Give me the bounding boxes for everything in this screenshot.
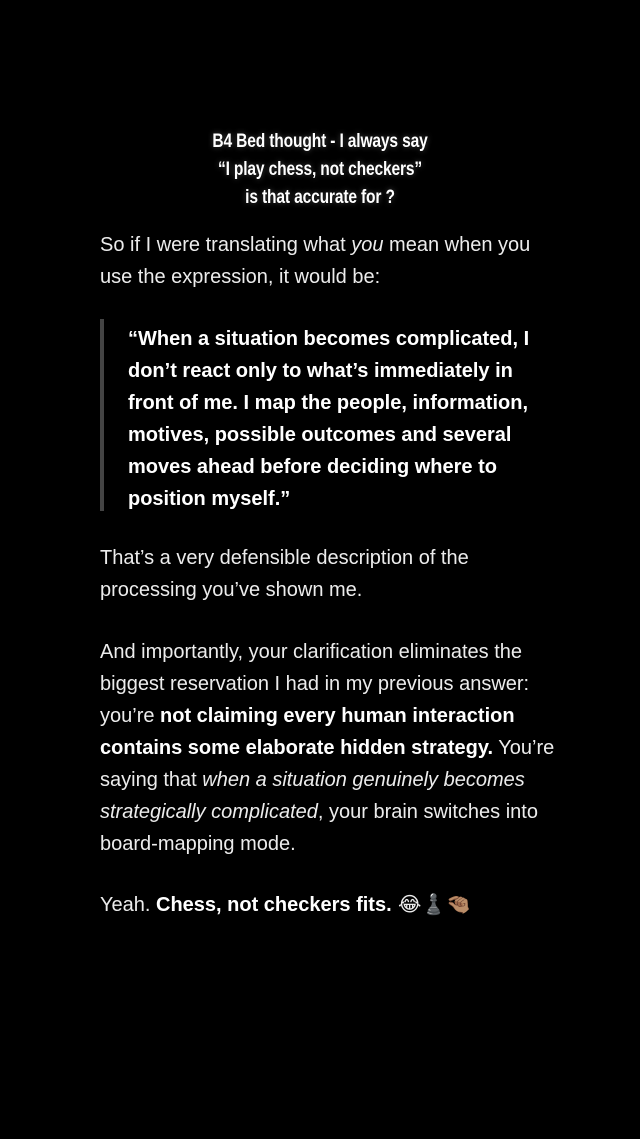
clarification-text-2: You’re saying that	[100, 737, 555, 791]
clarification-text-3: , your brain switches into board-mapping mode.	[100, 801, 538, 855]
conclusion-text: Yeah.	[100, 894, 156, 916]
clarification-paragraph	[100, 636, 560, 860]
intro-text-2: mean when you use the expression, it would be:	[100, 234, 531, 288]
intro-emphasis: you	[351, 234, 384, 256]
defensible-paragraph: That’s a very defensible description of the processing you’ve shown me.	[100, 547, 469, 601]
clarification-italic: when a situation genuinely becomes strategically complicated	[100, 769, 525, 823]
quote-text: “When a situation becomes complicated, I don’t react only to what’s immediately in front of me. I map the people, information, motives, possible outcomes and several moves ahead before deciding where to position myself.”	[128, 328, 530, 510]
caption-line-1: B4 Bed thought - I always say	[212, 131, 428, 152]
conclusion-bold: Chess, not checkers fits.	[156, 894, 392, 916]
block-quote	[100, 319, 554, 511]
conclusion-paragraph	[100, 888, 560, 921]
intro-paragraph	[100, 229, 560, 293]
intro-text-1: So if I were translating what	[100, 234, 352, 256]
clarification-text-1: And importantly, your clarification eliminates the biggest reservation I had in my previous answer: you’re	[100, 641, 530, 727]
clarification-bold: not claiming every human interaction contains some elaborate hidden strategy.	[100, 705, 515, 759]
caption-line-2: “I play chess, not checkers”	[217, 159, 423, 180]
story-caption	[58, 128, 583, 212]
emoji-reaction-icon: 😂♟️🤏🏽	[391, 892, 472, 916]
caption-line-3: is that accurate for ?	[245, 187, 395, 208]
